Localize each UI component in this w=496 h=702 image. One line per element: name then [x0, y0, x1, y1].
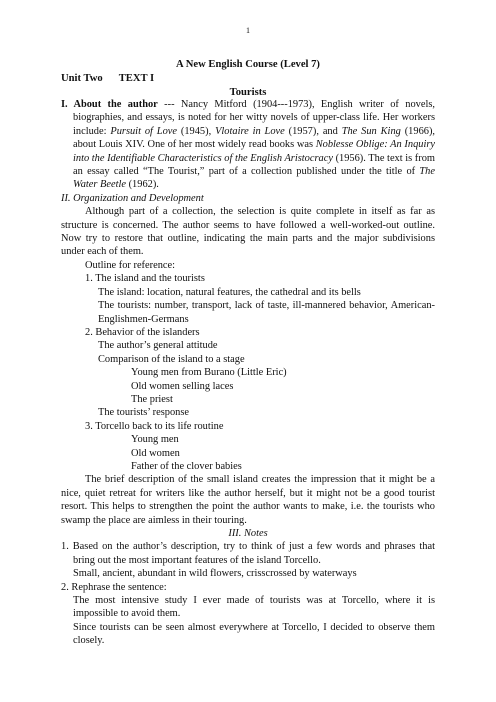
outline-subitem: The author’s general attitude — [98, 340, 218, 352]
organization-summary: The brief description of the small island creates the impression that it might be a nice, quiet retreat for writers like the author herself, but it might not be a good tourist resort. This helps to strengthen the point the author wants to make, i.e. the tourists who swamp the place are aimless in their touring. — [61, 474, 435, 526]
note-item: 2. Rephrase the sentence: — [61, 581, 167, 593]
outline-subitem: The tourists’ response — [98, 407, 189, 419]
outline-item: 1. The island and the tourists — [85, 273, 205, 285]
about-author-paragraph: I. About the author --- Nancy Mitford (1904---1973), English writer of novels, biographies, and essays, is noted for her witty novels of upper-class life. Her workers include: Pursuit of Love (1945), Vlotaire in Love (1957), and The Sun King (1966), about Louis XIV. One of her most widely read books was Noblesse Oblige: An Inquiry into the Identifiable Characteristics of the English Aristocracy (1956). The text is from an essay called “The Tourist,” part of a collection published under the title of The Water Beetle (1962). — [61, 99, 436, 191]
document-body — [61, 98, 435, 648]
work-title: Noblesse Oblige: An Inquiry into the Identifiable Characteristics of the English Aristocracy — [73, 139, 436, 164]
page-number: 1 — [246, 26, 250, 35]
note-answer: Small, ancient, abundant in wild flowers, crisscrossed by waterways — [73, 568, 357, 580]
text-label: TEXT I — [118, 73, 155, 84]
note-item: 1. Based on the author’s description, try to think of just a few words and phrases that bring out the most important features of the island Torcello. — [61, 541, 435, 566]
about-author-heading: I. About the author — [61, 99, 158, 110]
notes-heading: III. Notes — [228, 528, 268, 539]
work-title: Pursuit of Love — [110, 125, 177, 137]
work-title: Vlotaire in Love — [215, 125, 285, 137]
outline-subsubitem: Father of the clover babies — [131, 460, 242, 472]
outline-subitem: The tourists: number, transport, lack of taste, ill-mannered behavior, American-Englishmen-Germans — [98, 300, 435, 325]
organization-heading: II. Organization and Development — [61, 192, 204, 204]
organization-intro: Although part of a collection, the selection is quite complete in itself as far as structure is concerned. The author seems to have followed a well-worked-out outline. Now try to restore that outline, indicating the main parts and the major subdivisions under each of them. — [61, 206, 435, 258]
course-title: A New English Course (Level 7) — [176, 59, 320, 70]
outline-item: 2. Behavior of the islanders — [85, 326, 200, 338]
note-answer: Since tourists can be seen almost everywhere at Torcello, I decided to observe them closely. — [73, 621, 435, 647]
unit-label: Unit Two — [61, 73, 103, 84]
outline-subitem: The island: location, natural features, the cathedral and its bells — [98, 286, 361, 298]
outline-label: Outline for reference: — [85, 259, 175, 271]
outline-item: 3. Torcello back to its life routine — [85, 420, 224, 432]
outline-subsubitem: Young men from Burano (Little Eric) — [131, 367, 287, 379]
work-title: The Water Beetle — [73, 166, 435, 191]
note-quote: The most intensive study I ever made of tourists was at Torcello, where it is impossible to avoid them. — [73, 595, 435, 620]
lesson-title: Tourists — [229, 87, 267, 98]
outline-subsubitem: The priest — [131, 393, 173, 405]
work-title: The Sun King — [341, 125, 401, 137]
outline-subsubitem: Old women selling laces — [131, 380, 234, 392]
outline-subitem: Comparison of the island to a stage — [98, 353, 245, 365]
unit-heading — [61, 72, 154, 85]
outline-subsubitem: Young men — [131, 434, 179, 446]
outline-subsubitem: Old women — [131, 447, 180, 459]
